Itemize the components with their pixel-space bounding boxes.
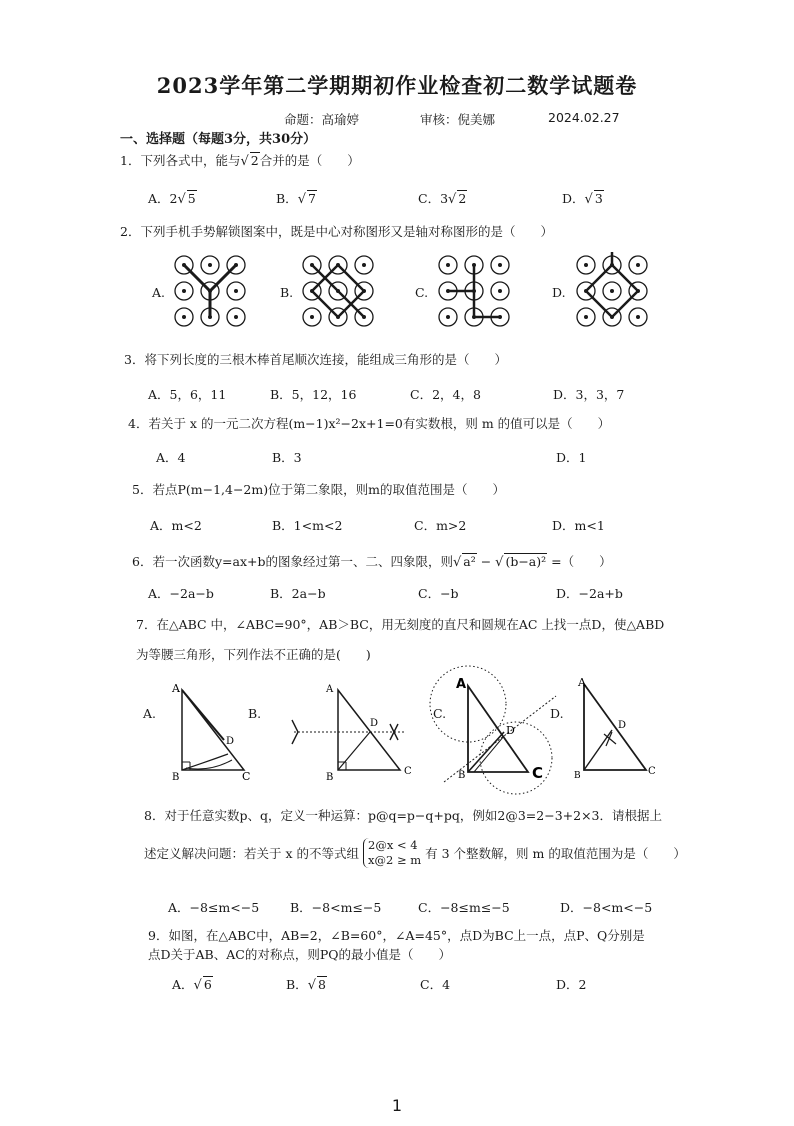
svg-text:B: B	[172, 772, 180, 782]
question-4-stem: 4．若关于 x 的一元二次方程(m−1)x²−2x+1=0有实数根，则 m 的值可以是（ ）	[128, 416, 611, 431]
q7-figure-b	[286, 680, 416, 784]
q2-option-c-label: C.	[415, 285, 429, 300]
svg-text:D: D	[618, 720, 627, 731]
author-line: 命题：高瑜婷	[284, 112, 360, 127]
q5-option-d: D．m<1	[552, 518, 605, 533]
q4-option-a: A．4	[156, 450, 186, 465]
q3-option-c: C．2，4，8	[410, 387, 481, 402]
svg-text:C: C	[532, 764, 544, 782]
page-number: 1	[391, 1096, 403, 1115]
q8-inequality-system: 2@x < 4 x@2 ≥ m	[363, 838, 421, 868]
svg-text:D: D	[226, 736, 235, 747]
q7-figure-a	[166, 682, 256, 782]
q5-option-c: C．m>2	[414, 518, 467, 533]
question-8-stem-line2: 述定义解决问题：若关于 x 的不等式组2@x < 4 x@2 ≥ m 有 3 个整数解，则 m 的取值范围为是（ ）	[144, 838, 686, 867]
svg-text:A: A	[578, 676, 586, 689]
q7-figure-d	[570, 674, 660, 782]
page-title: 2023学年第二学期期初作业检查初二数学试题卷	[156, 73, 638, 98]
q8-option-a: A．−8≤m<−5	[168, 900, 260, 915]
svg-text:B: B	[458, 770, 466, 781]
svg-text:B: B	[574, 771, 581, 781]
svg-text:A: A	[326, 684, 334, 695]
date-line: 2024.02.27	[548, 110, 620, 125]
svg-text:C: C	[242, 770, 251, 782]
svg-text:A: A	[456, 677, 467, 692]
q1-stem-radicand: 2	[250, 153, 259, 168]
q1-stem-b: 合并的是（ ）	[259, 153, 360, 168]
q4-option-d: D．1	[556, 450, 587, 465]
q3-option-d: D．3，3，7	[553, 387, 625, 402]
q5-option-b: B．1<m<2	[272, 518, 343, 533]
question-8-stem-line1: 8．对于任意实数p、q，定义一种运算：p@q=p−q+pq，例如2@3=2−3+2×3．请根据上	[144, 808, 663, 823]
q3-option-a: A．5，6，11	[148, 387, 227, 402]
q7-figure-c	[424, 664, 564, 796]
q9-option-b: B．√ 8	[286, 977, 326, 993]
q6-option-a: A．−2a−b	[148, 586, 214, 601]
section-heading: 一、选择题（每题3分，共30分）	[120, 132, 317, 147]
q7-option-b-label: B.	[248, 706, 262, 721]
question-6-stem: 6．若一次函数y=ax+b的图象经过第一、二、四象限，则√ a² − √ (b−a)² =（ ）	[132, 554, 612, 570]
q7-option-d-label: D.	[550, 706, 564, 721]
q1-stem-a: 1．下列各式中，能与	[120, 153, 241, 168]
q1-option-b: B．√ 7	[276, 191, 316, 207]
q6-option-c: C．−b	[418, 586, 459, 601]
question-3-stem: 3．将下列长度的三根木棒首尾顺次连接，能组成三角形的是（ ）	[124, 352, 507, 367]
svg-text:B: B	[326, 772, 334, 783]
reviewer-line: 审核：倪美娜	[420, 112, 496, 127]
q7-option-a-label: A.	[143, 706, 157, 721]
svg-text:C: C	[648, 766, 656, 777]
q9-option-a: A．√ 6	[172, 977, 212, 993]
svg-text:D: D	[506, 724, 515, 737]
q2-option-a-label: A.	[152, 285, 166, 300]
q4-option-b: B．3	[272, 450, 302, 465]
q2-pattern-c	[434, 252, 514, 332]
q8-option-d: D．−8<m<−5	[560, 900, 653, 915]
q8-option-c: C．−8≤m≤−5	[418, 900, 510, 915]
question-7-stem-line2: 为等腰三角形，下列作法不正确的是( )	[136, 647, 371, 662]
q6-option-d: D．−2a+b	[556, 586, 623, 601]
q2-pattern-d	[572, 252, 652, 332]
q2-pattern-a	[170, 252, 250, 332]
svg-text:A: A	[172, 682, 180, 695]
q1-option-d: D．√ 3	[562, 191, 603, 207]
q1-option-a: A．2√ 5	[148, 191, 196, 207]
question-5-stem: 5．若点P(m−1,4−2m)位于第二象限，则m的取值范围是（ ）	[132, 482, 505, 497]
q7-option-c-label: C.	[433, 706, 447, 721]
q5-option-a: A．m<2	[150, 518, 202, 533]
q2-option-b-label: B.	[280, 285, 294, 300]
svg-text:C: C	[404, 766, 412, 777]
q2-option-d-label: D.	[552, 285, 566, 300]
q3-option-b: B．5，12，16	[270, 387, 357, 402]
question-9-stem-line2: 点D关于AB、AC的对称点，则PQ的最小值是（ ）	[148, 947, 451, 962]
question-9-stem-line1: 9．如图，在△ABC中，AB=2，∠B=60°，∠A=45°，点D为BC上一点，点P、Q分别是	[148, 928, 645, 943]
question-7-stem-line1: 7．在△ABC 中，∠ABC=90°，AB＞BC，用无刻度的直尺和圆规在AC 上找一点D，使△ABD	[136, 617, 665, 632]
question-2-stem: 2．下列手机手势解锁图案中，既是中心对称图形又是轴对称图形的是（ ）	[120, 224, 553, 239]
question-1-stem: 1．下列各式中，能与√ 2合并的是（ ）	[120, 153, 360, 169]
q6-option-b: B．2a−b	[270, 586, 326, 601]
svg-text:D: D	[370, 718, 379, 729]
q8-option-b: B．−8<m≤−5	[290, 900, 382, 915]
q9-option-d: D．2	[556, 977, 587, 992]
q1-option-c: C．3√ 2	[418, 191, 467, 207]
q2-pattern-b	[298, 252, 378, 332]
q9-option-c: C．4	[420, 977, 451, 992]
